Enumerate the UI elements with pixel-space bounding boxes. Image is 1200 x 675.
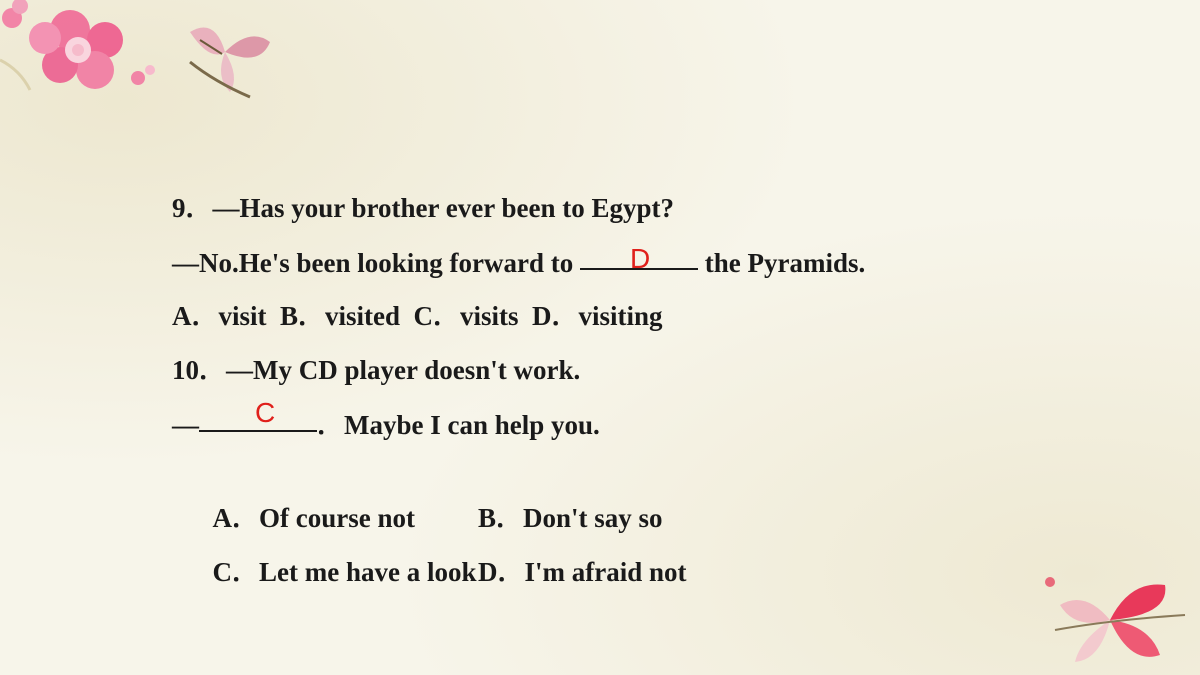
- question-10-response: [172, 397, 600, 444]
- option-b: B．Don't say so: [478, 503, 663, 533]
- flower-icon: [0, 0, 170, 110]
- option-d: D．I'm afraid not: [478, 557, 687, 587]
- question-10-options-row-1: [172, 458, 663, 533]
- answer-blank: [580, 242, 698, 274]
- answer-blank: [199, 397, 317, 432]
- butterfly-icon: [1040, 570, 1190, 670]
- option-a: A．Of course not: [212, 503, 415, 533]
- option-c: C．Let me have a look: [212, 557, 477, 587]
- question-9-options: A．visit B．visited C．visits D．visiting: [172, 301, 663, 331]
- question-9-response: [172, 242, 865, 282]
- question-10-response-tail: ．Maybe I can help you.: [317, 410, 600, 440]
- question-9-response-text: —No.He's been looking forward to: [172, 248, 580, 278]
- question-9-prompt: 9．—Has your brother ever been to Egypt?: [172, 193, 674, 223]
- question-10-prompt: 10．—My CD player doesn't work.: [172, 355, 581, 385]
- answer-label: C: [255, 397, 276, 428]
- question-10-response-text: —: [172, 410, 199, 440]
- question-9-response-tail: the Pyramids.: [698, 248, 866, 278]
- butterfly-icon: [170, 22, 280, 102]
- answer-label: D: [630, 243, 651, 274]
